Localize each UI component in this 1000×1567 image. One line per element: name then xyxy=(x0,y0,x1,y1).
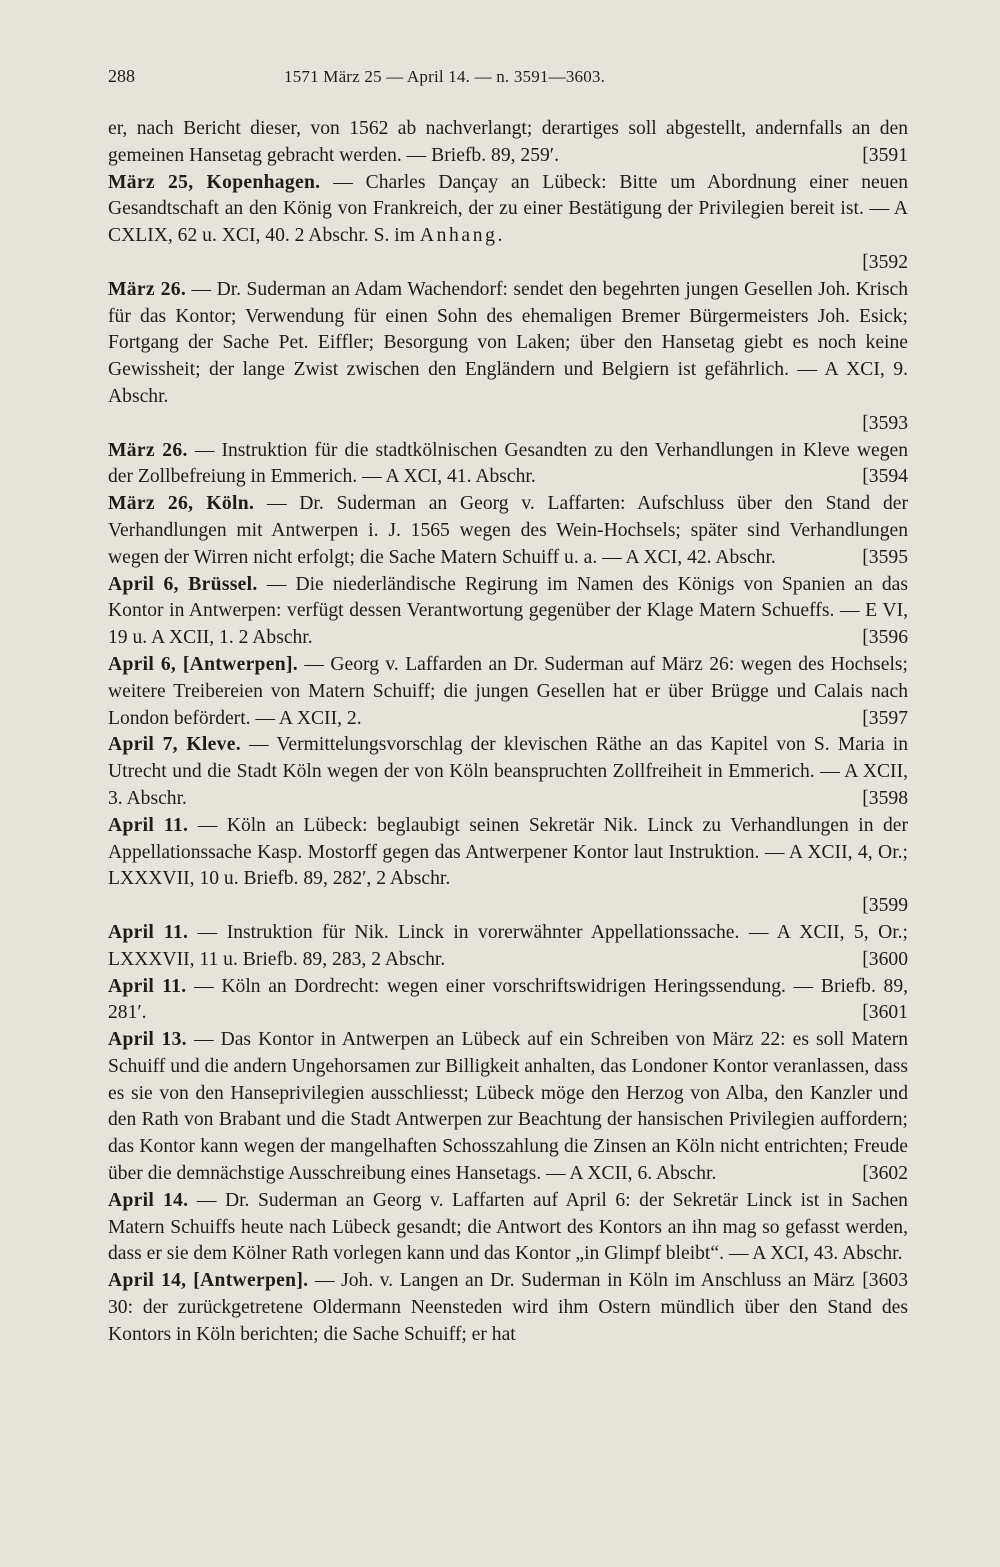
entry-date: März 26, Köln. xyxy=(108,493,255,515)
entry-text: — Die niederländische Regirung im Namen des Königs von Spanien an das Kontor in Antwerpen: verfügt dessen Verantwortung gegenüber der Klage Matern Schueffs. — E VI, 19 u. A XCII, 1. 2 Abschr. xyxy=(108,573,908,649)
entry-number: [3593 xyxy=(862,412,908,434)
page-number: 288 xyxy=(108,66,135,86)
entry-date: März 25, Kopenhagen. xyxy=(108,171,321,193)
entry-text: er, nach Bericht dieser, von 1562 ab nachverlangt; derartiges soll abgestellt, andernfalls an den gemeinen Hansetag gebracht werden. — Briefb. 89, 259′. xyxy=(108,118,908,166)
entry-text: — Dr. Suderman an Adam Wachendorf: sendet den begehrten jungen Gesellen Joh. Krisch für das Kontor; Verwendung für einen Sohn des ehemaligen Bremer Bürgermeisters Joh. Esick; Fortgang der Sache Pet. Eiffler; Besorgung von Laken; über den Hansetag giebt es noch keine Gewissheit; der lange Zwist zwischen den Engländern und Belgiern ist gefährlich. — A XCI, 9. Abschr. xyxy=(108,278,909,407)
entry-number: [3592 xyxy=(862,251,908,273)
entry-number-line xyxy=(108,893,908,920)
entry-text: — Vermittelungsvorschlag der klevischen Räthe an das Kapitel von S. Maria in Utrecht und die Stadt Köln wegen der von Köln beanspruchten Zollfreiheit in Emmerich. — A XCII, 3. Abschr. xyxy=(108,734,908,809)
entry-number: [3600 xyxy=(862,948,908,970)
entry-text: — Instruktion für Nik. Linck in vorerwähnter Appellationssache. — A XCII, 5, Or.; LXXXVII, 11 u. Briefb. 89, 283, 2 Abschr. xyxy=(108,921,909,970)
register-entry-3601 xyxy=(108,974,908,1028)
entry-number: [3603 xyxy=(862,1270,908,1292)
entry-date: April 13. xyxy=(108,1029,187,1051)
running-title: 1571 März 25 — April 14. — n. 3591—3603. xyxy=(284,67,606,86)
entry-date: April 6, [Antwerpen]. xyxy=(108,653,298,675)
entry-text: — Dr. Suderman an Georg v. Laffarten auf April 6: der Sekretär Linck ist in Sachen Matern Schuiffs heute nach Lübeck gesandt; die Antwort des Kontors an ihn mag so gefasst werden, dass er sie dem Kölner Rath vorlegen kann und das Kontor „in Glimpf bleibt“. — A XCI, 43. Abschr. xyxy=(108,1189,908,1265)
entry-date: April 7, Kleve. xyxy=(108,734,241,756)
register-entry-3595 xyxy=(108,491,908,571)
entry-date: April 11. xyxy=(108,975,187,997)
entry-date: April 14. xyxy=(108,1189,189,1211)
entry-text: — Joh. v. Langen an Dr. Suderman in Köln im Anschluss an März 30: der zurückgetretene Oldermann Neensteden wird ihm Ostern mündlich über den Stand des Kontors in Köln berichten; die Sache Schuiff; er hat xyxy=(108,1270,908,1345)
entry-text: — Köln an Dordrecht: wegen einer vorschriftswidrigen Heringssendung. — Briefb. 89, 281′. xyxy=(108,975,909,1024)
entry-date: April 11. xyxy=(108,921,189,943)
register-text xyxy=(108,116,908,1349)
register-entry-3592 xyxy=(108,170,908,250)
entry-number-line xyxy=(108,411,908,438)
running-head xyxy=(108,66,908,94)
entry-date: April 11. xyxy=(108,814,189,836)
entry-date: März 26. xyxy=(108,278,187,300)
entry-number: [3597 xyxy=(862,707,908,729)
register-entry-3600 xyxy=(108,920,908,974)
entry-reference-spaced: Anhang. xyxy=(419,225,506,247)
entry-number: [3598 xyxy=(862,787,908,809)
entry-number: [3602 xyxy=(862,1163,908,1185)
entry-number: [3601 xyxy=(862,1002,908,1024)
register-entry-3597 xyxy=(108,652,908,732)
entry-date: April 6, Brüssel. xyxy=(108,573,258,595)
entry-text: — Instruktion für die stadtkölnischen Gesandten zu den Verhandlungen in Kleve wegen der Zollbefreiung in Emmerich. — A XCI, 41. Abschr. xyxy=(108,439,908,488)
register-entry-3599 xyxy=(108,813,908,893)
register-entry-continued xyxy=(108,1268,908,1348)
entry-text: — Dr. Suderman an Georg v. Laffarten: Aufschluss über den Stand der Verhandlungen mit Antwerpen i. J. 1565 wegen des Wein-Hochsels; später sind Verhandlungen wegen der Wirren nicht erfolgt; die Sache Matern Schuiff u. a. — A XCI, 42. Abschr. xyxy=(108,493,909,568)
entry-number: [3596 xyxy=(862,627,908,649)
entry-number: [3599 xyxy=(862,895,908,917)
entry-number-line xyxy=(108,250,908,277)
register-entry-3602 xyxy=(108,1027,908,1188)
entry-text: — Köln an Lübeck: beglaubigt seinen Sekretär Nik. Linck zu Verhandlungen in der Appellationssache Kasp. Mostorff gegen das Antwerpener Kontor laut Instruktion. — A XCII, 4, Or.; LXXXVII, 10 u. Briefb. 89, 282′, 2 Abschr. xyxy=(108,814,908,890)
register-entry-3593 xyxy=(108,277,908,411)
entry-text: — Georg v. Laffarden an Dr. Suderman auf März 26: wegen des Hochsels; weitere Treibereien von Matern Schuiff; die jungen Gesellen hat er über Brügge und Calais nach London befördert. — A XCII, 2. xyxy=(108,653,909,729)
register-entry-3598 xyxy=(108,732,908,812)
entry-text: — Das Kontor in Antwerpen an Lübeck auf ein Schreiben von März 22: es soll Matern Schuiff und die andern Ungehorsamen zur Billigkeit anhalten, das Londoner Kontor veranlassen, dass es sie von den Hanseprivilegien ausschliesst; Lübeck möge den Herzog von Alba, den Kanzler und den Rath von Brabant und die Stadt Antwerpen zur Beachtung der hansischen Privilegien auffordern; das Kontor kann wegen der mangelhaften Schosszahlung die Zinsen an Köln nicht entrichten; Freude über die demnächstige Ausschreibung eines Hansetags. — A XCII, 6. Abschr. xyxy=(108,1029,908,1185)
register-entry-3596 xyxy=(108,572,908,652)
register-entry-3591 xyxy=(108,116,908,170)
entry-date: April 14, [Antwerpen]. xyxy=(108,1270,309,1292)
entry-date: März 26. xyxy=(108,439,188,461)
register-entry-3594 xyxy=(108,438,908,492)
entry-text: — Charles Dançay an Lübeck: Bitte um Abordnung einer neuen Gesandtschaft an den König von Frankreich, der zu einer Bestätigung der Privilegien bereit ist. — A CXLIX, 62 u. XCI, 40. 2 Abschr. S. im xyxy=(108,171,908,247)
entry-number: [3595 xyxy=(862,546,908,568)
entry-number: [3594 xyxy=(862,466,908,488)
entry-number: [3591 xyxy=(862,144,908,166)
